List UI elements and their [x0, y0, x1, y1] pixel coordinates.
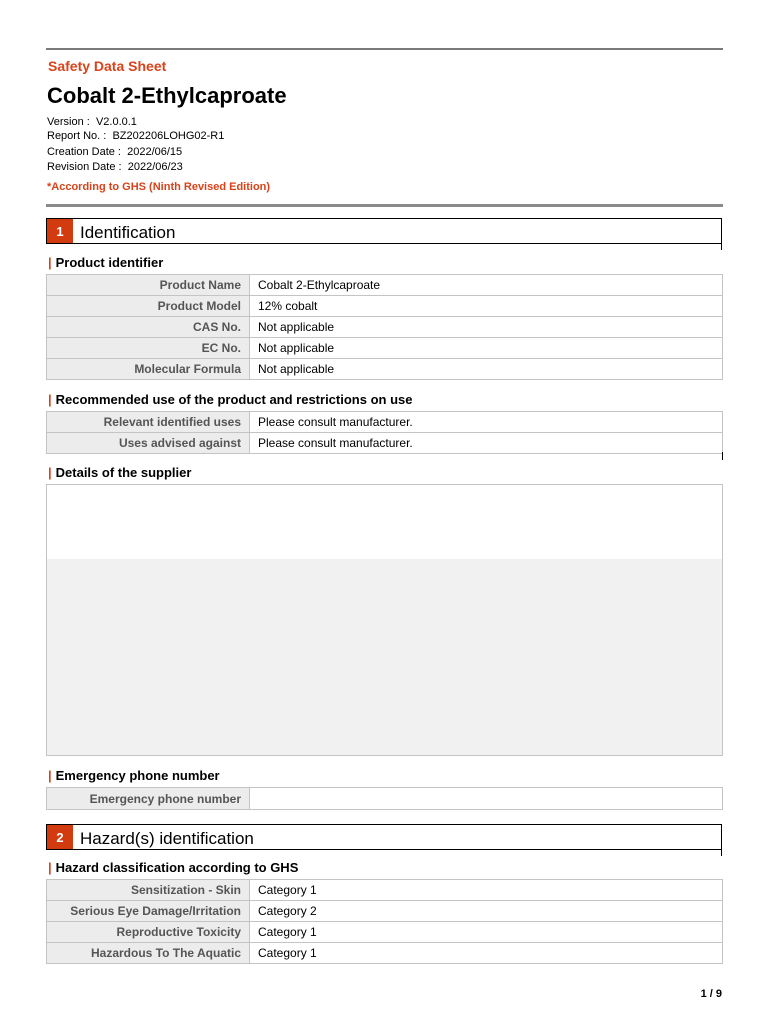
table-tick — [722, 452, 723, 460]
section-1-title: Identification — [80, 223, 176, 242]
table-row — [47, 788, 723, 810]
table-row — [47, 338, 723, 359]
document-title: Cobalt 2-Ethylcaproate — [47, 83, 287, 108]
row-key: Sensitization - Skin — [47, 880, 250, 901]
table-row — [47, 433, 723, 454]
row-key: Relevant identified uses — [47, 412, 250, 433]
supplier-details-shade — [47, 559, 722, 755]
table-row — [47, 296, 723, 317]
meta-report-no: Report No. : BZ202206LOHG02-R1 — [47, 130, 225, 142]
emergency-heading: | Emergency phone number — [48, 768, 220, 783]
page-number: 1 / 9 — [700, 988, 722, 1000]
table-row — [47, 275, 723, 296]
table-row — [47, 880, 723, 901]
row-value — [250, 788, 723, 810]
row-value: Please consult manufacturer. — [250, 433, 723, 454]
row-value: Not applicable — [250, 359, 723, 380]
meta-version: Version : V2.0.0.1 — [47, 116, 137, 128]
meta-creation-date: Creation Date : 2022/06/15 — [47, 146, 183, 158]
hazard-classification-table — [46, 879, 723, 964]
table-row — [47, 922, 723, 943]
table-row — [47, 359, 723, 380]
section-2-tick — [721, 849, 722, 856]
top-rule — [46, 48, 723, 50]
row-value: Category 1 — [250, 922, 723, 943]
ghs-note: *According to GHS (Ninth Revised Edition) — [47, 181, 271, 193]
section-1-tick — [721, 243, 722, 250]
row-value: Not applicable — [250, 338, 723, 359]
header-divider — [46, 204, 723, 207]
row-key: Serious Eye Damage/Irritation — [47, 901, 250, 922]
product-identifier-table — [46, 274, 723, 380]
recommended-use-table — [46, 411, 723, 454]
row-key: Reproductive Toxicity — [47, 922, 250, 943]
meta-revision-date: Revision Date : 2022/06/23 — [47, 161, 183, 173]
table-row — [47, 943, 723, 964]
table-row — [47, 412, 723, 433]
table-row — [47, 317, 723, 338]
section-1-number: 1 — [47, 219, 73, 243]
product-identifier-heading: | Product identifier — [48, 255, 164, 270]
row-value: Category 1 — [250, 943, 723, 964]
recommended-use-heading: | Recommended use of the product and restrictions on use — [48, 392, 413, 407]
section-1-header — [46, 218, 722, 244]
emergency-table — [46, 787, 723, 810]
section-2-title: Hazard(s) identification — [80, 829, 254, 848]
row-value: Please consult manufacturer. — [250, 412, 723, 433]
row-key: Product Name — [47, 275, 250, 296]
row-key: Product Model — [47, 296, 250, 317]
section-2-header — [46, 824, 722, 850]
row-key: EC No. — [47, 338, 250, 359]
row-value: Not applicable — [250, 317, 723, 338]
row-key: Hazardous To The Aquatic — [47, 943, 250, 964]
row-key: CAS No. — [47, 317, 250, 338]
section-2-number: 2 — [47, 825, 73, 849]
row-value: Category 1 — [250, 880, 723, 901]
row-key: Uses advised against — [47, 433, 250, 454]
hazard-classification-heading: | Hazard classification according to GHS — [48, 860, 299, 875]
row-value: 12% cobalt — [250, 296, 723, 317]
supplier-details-box — [46, 484, 723, 756]
row-key: Emergency phone number — [47, 788, 250, 810]
row-value: Cobalt 2-Ethylcaproate — [250, 275, 723, 296]
table-row — [47, 901, 723, 922]
row-value: Category 2 — [250, 901, 723, 922]
row-key: Molecular Formula — [47, 359, 250, 380]
document-type-label: Safety Data Sheet — [48, 58, 167, 74]
supplier-heading: | Details of the supplier — [48, 465, 192, 480]
